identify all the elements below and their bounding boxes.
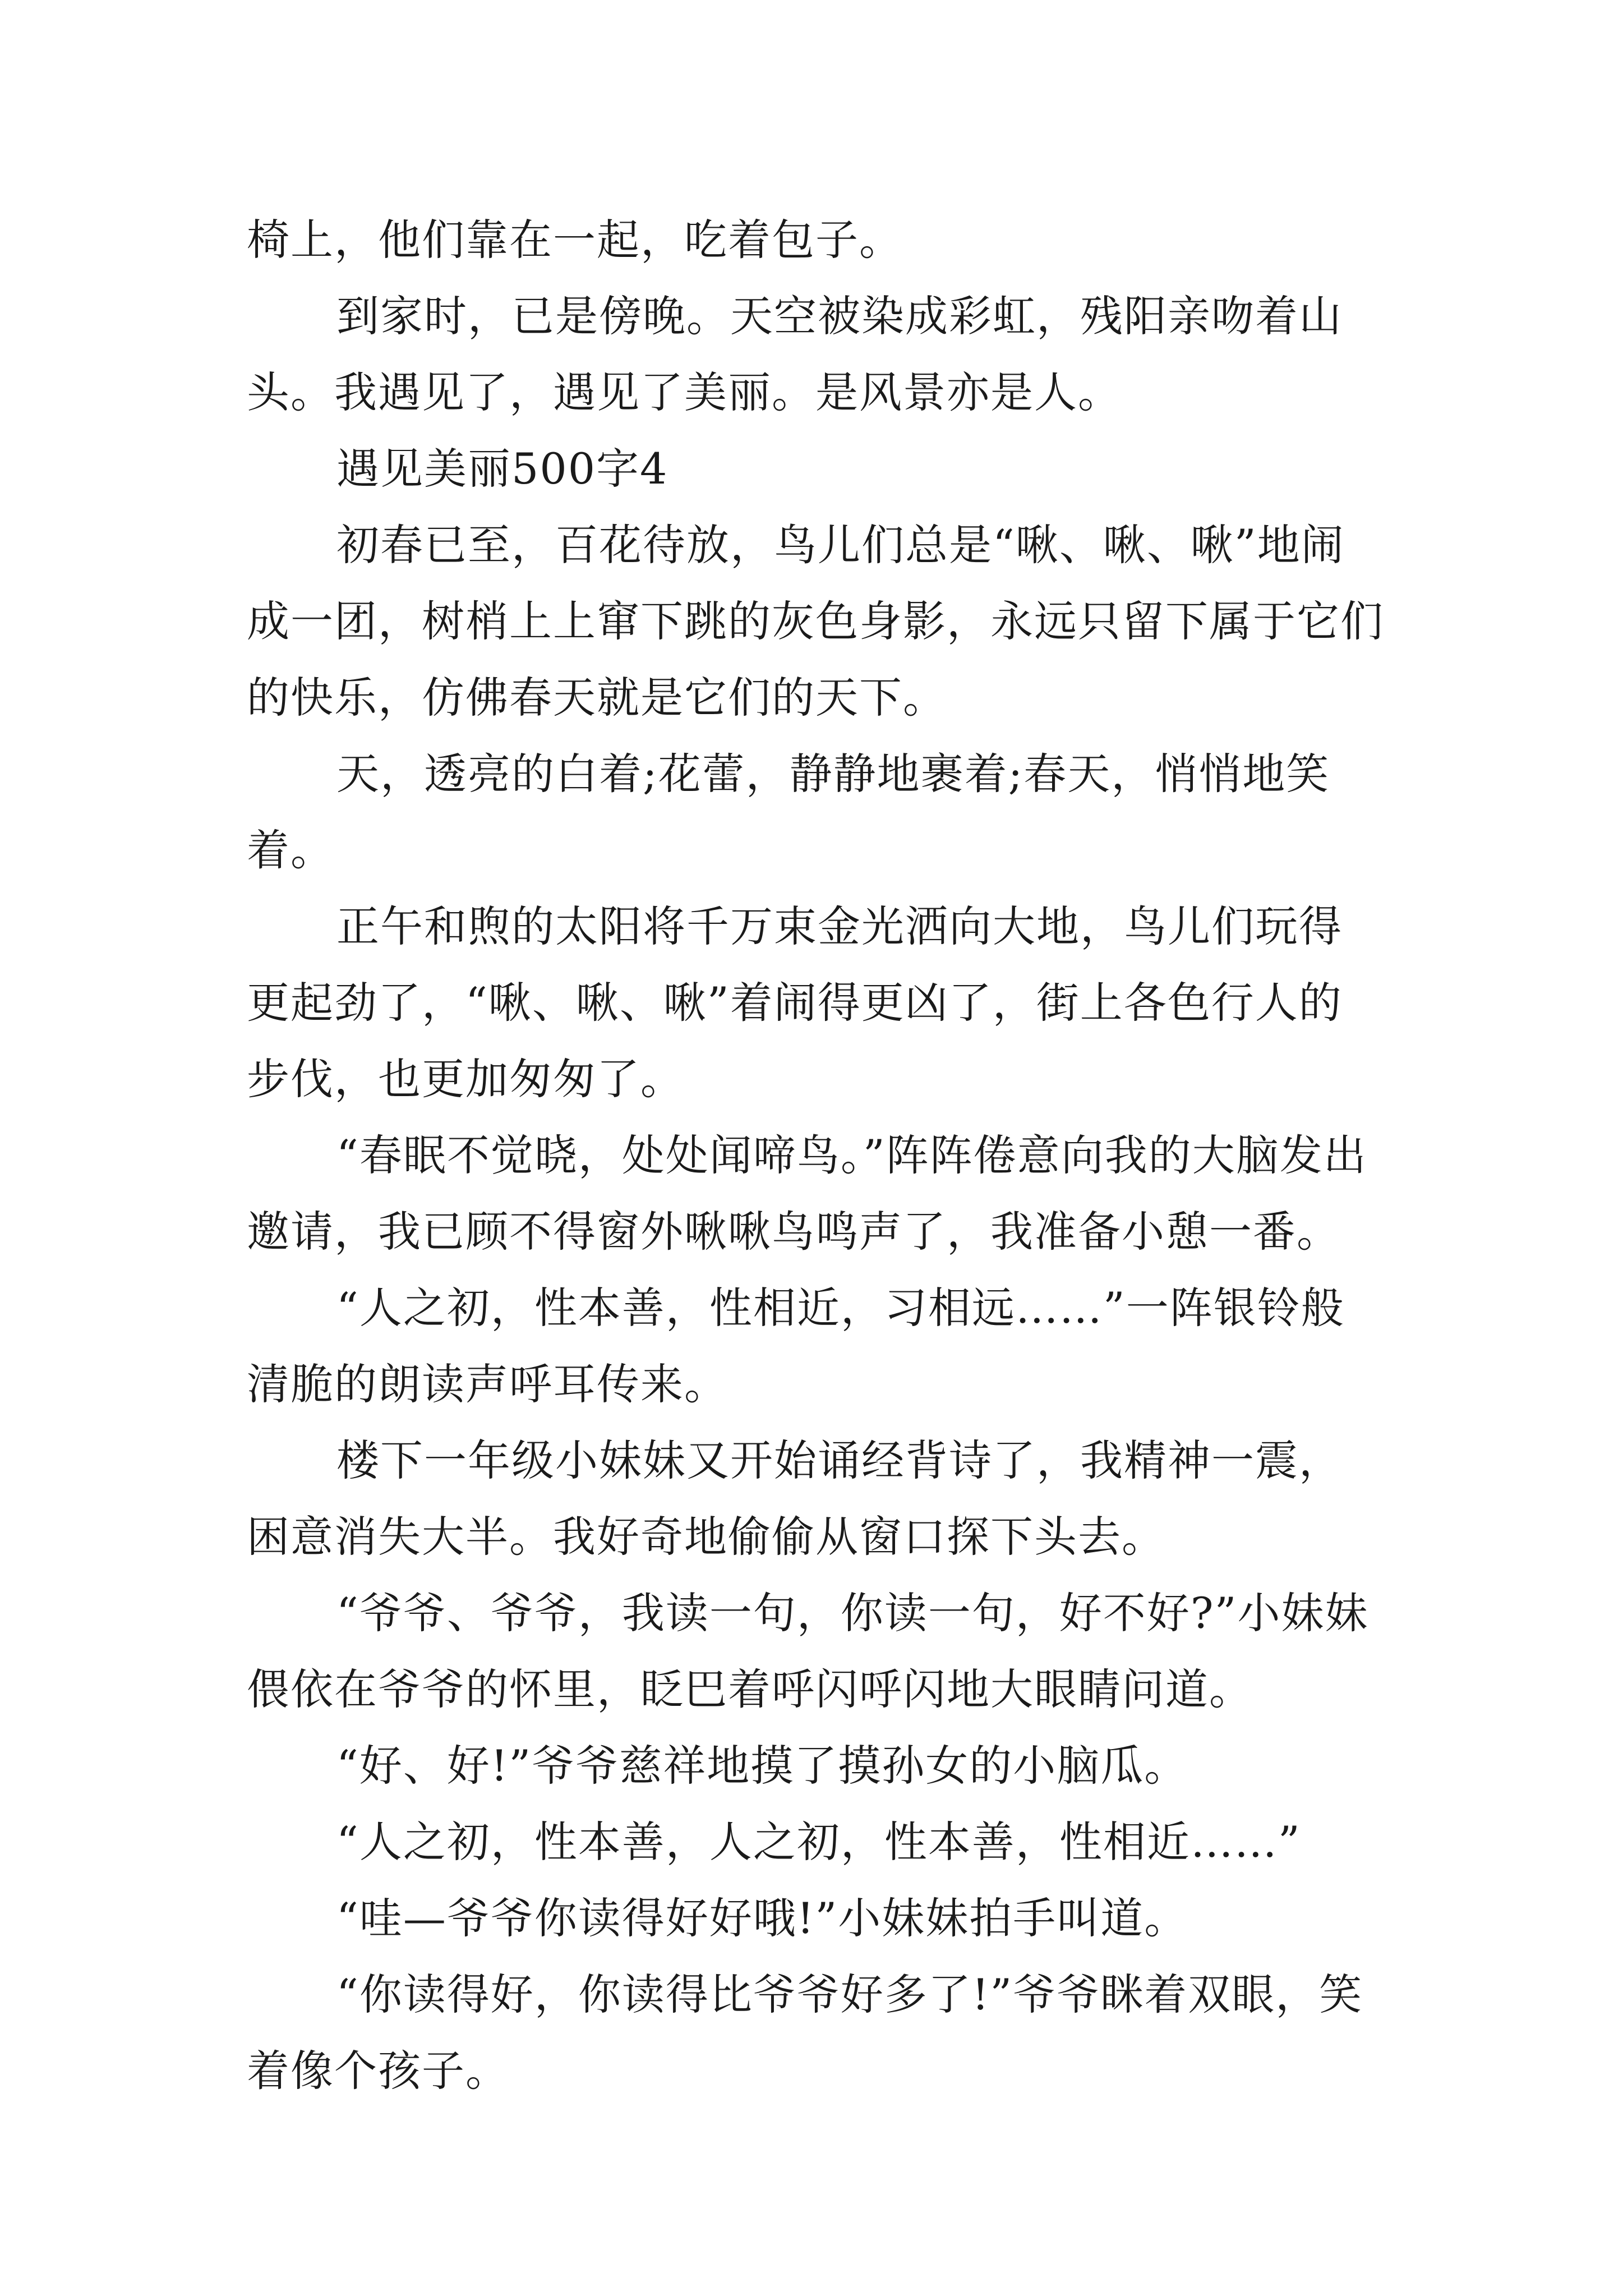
document-body [247, 202, 1385, 2109]
paragraph: 初春已至，百花待放，鸟儿们总是“啾、啾、啾”地闹成一团，树梢上上窜下跳的灰色身影，永远只留下属于它们的快乐，仿佛春天就是它们的天下。 [247, 520, 1384, 723]
paragraph: 到家时，已是傍晚。天空被染成彩虹，残阳亲吻着山头。我遇见了，遇见了美丽。是风景亦是人。 [247, 291, 1343, 417]
paragraph: “春眠不觉晓，处处闻啼鸟。”阵阵倦意向我的大脑发出邀请，我已顾不得窗外啾啾鸟鸣声了，我准备小憩一番。 [247, 1130, 1367, 1257]
paragraph: “好、好!”爷爷慈祥地摸了摸孙女的小脑瓜。 [336, 1741, 1188, 1791]
paragraph: “爷爷、爷爷，我读一句，你读一句，好不好?”小妹妹偎依在爷爷的怀里，眨巴着呼闪呼闪地大眼睛问道。 [247, 1588, 1369, 1714]
section-heading: 遇见美丽500字4 [336, 444, 668, 494]
paragraph: “哇—爷爷你读得好好哦!”小妹妹拍手叫道。 [336, 1893, 1188, 1943]
paragraph: 椅上，他们靠在一起，吃着包子。 [247, 215, 903, 265]
paragraph: 楼下一年级小妹妹又开始诵经背诗了，我精神一震，困意消失大半。我好奇地偷偷从窗口探下头去。 [247, 1435, 1343, 1562]
paragraph: 天，透亮的白着;花蕾，静静地裹着;春天，悄悄地笑着。 [247, 749, 1330, 875]
paragraph: 正午和煦的太阳将千万束金光洒向大地，鸟儿们玩得更起劲了，“啾、啾、啾”着闹得更凶了，街上各色行人的步伐，也更加匆匆了。 [247, 901, 1343, 1104]
paragraph: “人之初，性本善，性相近，习相远……”一阵银铃般清脆的朗读声呼耳传来。 [247, 1283, 1345, 1409]
paragraph: “人之初，性本善，人之初，性本善，性相近……” [336, 1817, 1301, 1867]
paragraph: “你读得好，你读得比爷爷好多了!”爷爷眯着双眼，笑着像个孩子。 [247, 1970, 1363, 2096]
